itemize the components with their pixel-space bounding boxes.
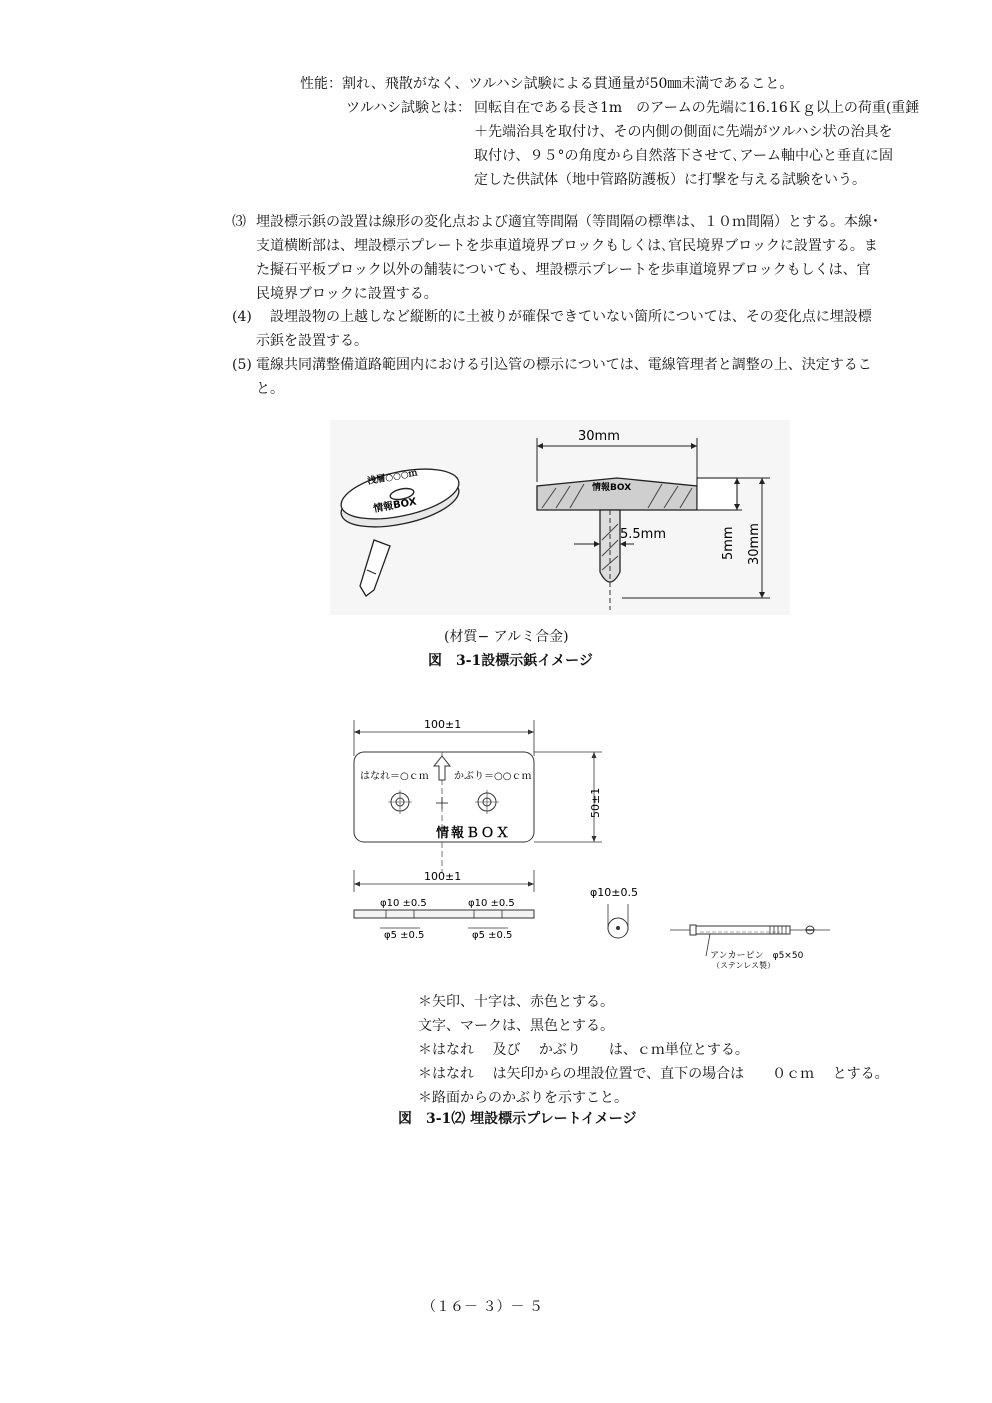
item-3-number: ⑶ — [232, 214, 246, 230]
page-number: （１６－ ３）－ ５ — [422, 1299, 543, 1315]
item-3-line-3: た擬石平板ブロック以外の舗装についても、埋設標示プレートを歩車道境界ブロックもしくは、官 — [256, 262, 871, 278]
stud-label: 情報BOX — [372, 496, 418, 515]
dim-step-text: 5mm — [721, 526, 736, 560]
hole-big-left: φ10 ±0.5 — [380, 898, 427, 909]
item-3-line-1: 埋設標示鋲の設置は線形の変化点および適宜等間隔（等間隔の標準は、１０ｍ間隔）とする。本線･ — [256, 214, 879, 230]
item-4-line-1: 設埋設物の上越しなど縦断的に土被りが確保できていない箇所については、その変化点に埋設標 — [256, 309, 872, 325]
hole-big-right: φ10 ±0.5 — [468, 898, 515, 909]
hole-detail-label: φ10±0.5 — [590, 886, 638, 899]
item-4-line-2: 示鋲を設置する。 — [256, 333, 368, 349]
plate-text: 情報ＢＯＸ — [436, 826, 512, 841]
figure1-caption: 図 3-1設標示鋲イメージ — [428, 653, 593, 669]
performance-line — [300, 72, 793, 96]
plate-dim-top: 100±1 — [424, 718, 462, 731]
performance-text: 割れ、飛散がなく、ツルハシ試験による貫通量が50㎜未満であること。 — [342, 76, 794, 92]
item-5-line-1: 電線共同溝整備道路範囲内における引込管の標示については、電線管理者と調整の上、決定するこ — [256, 357, 872, 373]
test-line-2: ＋先端治具を取付け、その内側の側面に先端がツルハシ状の治具を — [474, 124, 893, 140]
figure1-material: (材質− アルミ合金) — [444, 629, 569, 645]
figure2-caption: 図 3-1⑵ 埋設標示プレートイメージ — [398, 1111, 637, 1127]
test-line-4: 定した供試体（地中管路防護板）に打撃を与える試験をいう。 — [474, 172, 866, 188]
performance-label: 性能： — [300, 76, 342, 92]
dim-width-text: 30mm — [578, 429, 620, 444]
test-label: ツルハシ試験とは： — [346, 100, 472, 116]
item-3-line-4: 民境界ブロックに設置する。 — [256, 286, 438, 302]
note-3: ＊はなれ 及び かぶり は、ｃｍ単位とする。 — [418, 1042, 749, 1058]
plate-dim-side: 100±1 — [424, 870, 462, 883]
anchor-label: アンカーピン φ5×50 — [710, 951, 804, 961]
note-4: ＊はなれ は矢印からの埋設位置で、直下の場合は ０ｃｍ とする。 — [418, 1066, 889, 1082]
stud-figure — [330, 420, 790, 615]
item-4-number: (4) — [232, 309, 252, 325]
hole-small-left: φ5 ±0.5 — [384, 930, 425, 941]
note-2: 文字、マークは、黒色とする。 — [418, 1018, 614, 1034]
item-5-number: (5) — [232, 357, 252, 373]
item-5-line-2: と。 — [256, 381, 284, 397]
dim-height-text: 30mm — [747, 523, 762, 565]
label-kaburi: かぶり＝○○ｃｍ — [454, 771, 532, 782]
item-3-line-2: 支道横断部は、埋設標示プレートを歩車道境界ブロックもしくは､官民境界ブロックに設置する。ま — [256, 238, 878, 254]
stud-top-text: 浅層○○○ｍ — [366, 468, 419, 487]
note-5: ＊路面からのかぶりを示すこと。 — [418, 1090, 628, 1106]
dim-pin-text: 5.5mm — [620, 527, 667, 542]
section-label: 情報BOX — [592, 483, 632, 493]
plate-side-view — [354, 910, 534, 918]
note-1: ＊矢印、十字は、赤色とする。 — [418, 994, 614, 1010]
plate-dim-height: 50±1 — [589, 787, 602, 818]
anchor-sub: （ステンレス製） — [712, 961, 775, 970]
label-hanare: はなれ＝○ｃｍ — [360, 771, 429, 782]
test-line-3: 取付け、９５°の角度から自然落下させて､アーム軸中心と垂直に固 — [474, 148, 894, 164]
hole-small-right: φ5 ±0.5 — [472, 930, 513, 941]
plate-figure — [340, 712, 850, 980]
test-line-1: 回転自在である長さ1m のアームの先端に16.16Ｋｇ以上の荷重(重錘 — [474, 100, 920, 116]
